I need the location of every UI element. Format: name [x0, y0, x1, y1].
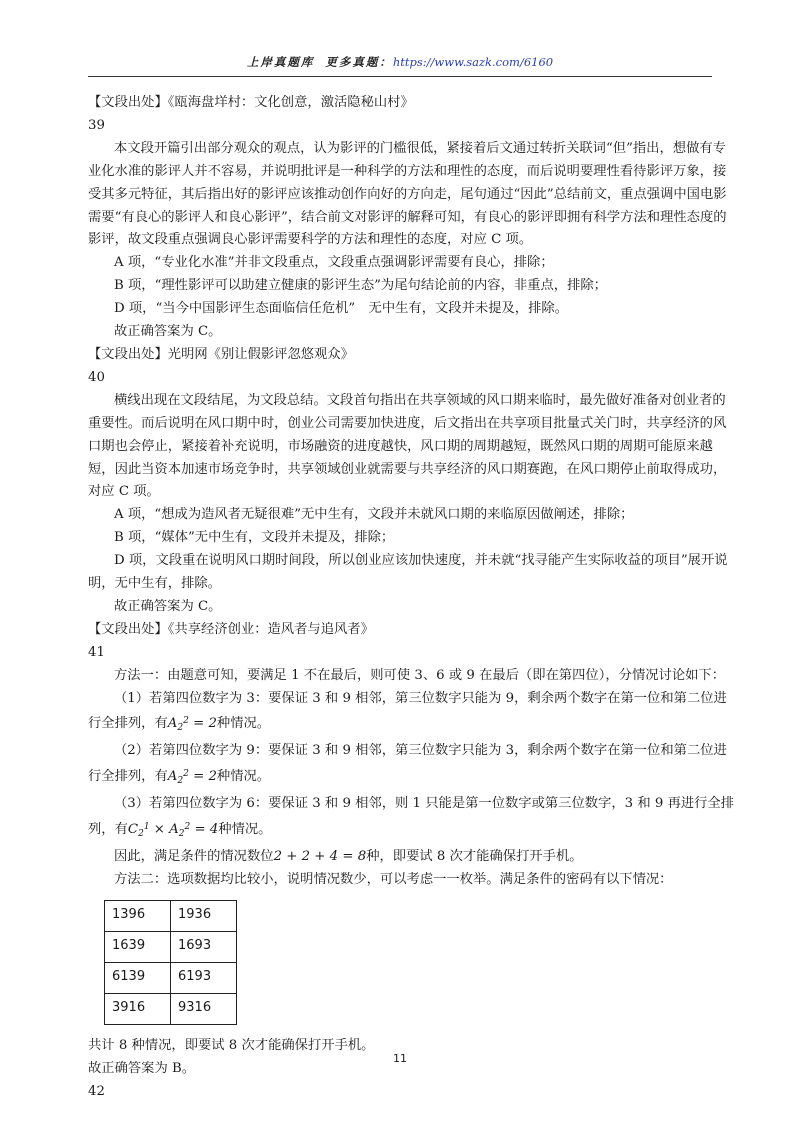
q39-option-d: D 项，“当今中国影评生态面临信任危机” 无中生有，文段并未提及，排除。 — [114, 301, 568, 317]
table-cell: 1396 — [105, 900, 171, 931]
table-cell: 1639 — [105, 931, 171, 962]
q40-option-b: B 项，“媒体”无中生有，文段并未提及，排除； — [114, 530, 395, 546]
q41-total: 共计 8 种情况，即要试 8 次才能确保打开手机。 — [88, 1037, 375, 1053]
table-row — [105, 993, 237, 1024]
q41-number: 41 — [88, 644, 105, 660]
q41-answer: 故正确答案为 B。 — [88, 1060, 196, 1076]
q41-method1-intro: 方法一：由题意可知，要满足 1 不在最后，则可使 3、6 或 9 在最后（即在第四位），分情况讨论如下： — [114, 667, 726, 683]
table-row — [105, 931, 237, 962]
table-row — [105, 900, 237, 931]
q39-option-b: B 项，“理性影评可以助建立健康的影评生态”为尾句结论前的内容，非重点，排除； — [114, 278, 607, 294]
q41-conclusion: 因此，满足条件的情况数位2 + 2 + 4 = 8种，即要试 8 次才能确保打开手机。 — [114, 849, 583, 864]
page-header — [88, 54, 712, 77]
q41-case2: （2）若第四位数字为 9：要保证 3 和 9 相邻，第三位数字只能为 3，剩余两个数字在第一位和第二位进行全排列，有$A_2^2 = 2$种情况。 — [88, 743, 727, 787]
header-url-link[interactable]: https://www.sazk.com/6160 — [392, 55, 554, 69]
document-body — [88, 92, 738, 1104]
page-number: 11 — [393, 1052, 407, 1065]
header-brand: 上岸真题库 — [246, 55, 315, 69]
table-cell: 1693 — [171, 931, 237, 962]
table-cell: 6139 — [105, 962, 171, 993]
table-cell: 9316 — [171, 993, 237, 1024]
q40-number: 40 — [88, 369, 105, 385]
q39-answer: 故正确答案为 C。 — [114, 324, 222, 340]
q39-option-a: A 项，“专业化水准”并非文段重点，文段重点强调影评需要有良心，排除； — [114, 255, 554, 271]
header-more-label: 更多真题： — [325, 55, 393, 69]
q38-source: 【文段出处】《瓯海盘垟村：文化创意，激活隐秘山村》 — [88, 95, 414, 110]
q41-case1: （1）若第四位数字为 3：要保证 3 和 9 相邻，第三位数字只能为 9，剩余两个数字在第一位和第二位进行全排列，有$A_2^2 = 2$种情况。 — [88, 690, 727, 734]
table-cell: 1936 — [171, 900, 237, 931]
password-table — [104, 900, 237, 1025]
q39-number: 39 — [88, 117, 105, 133]
q39-analysis: 本文段开篇引出部分观众的观点，认为影评的门槛很低，紧接着后文通过转折关联词“但”指出，想做有专业化水准的影评人并不容易，并说明批评是一种科学的方法和理性的态度，而后说明要理性看待影评万象，接受其多元特征，其后指出好的影评应该推动创作向好的方向走，尾句通过“因此”总结前文，重点强调中国电影需要“有良心的影评人和良心影评”，结合前文对影评的解释可知，有良心的影评即拥有科学方法和理性态度的影评，故文段重点强调良心影评需要科学的方法和理性的态度，对应 C 项。 — [88, 140, 727, 248]
q40-option-d: D 项，文段重在说明风口期时间段，所以创业应该加快速度，并未就“找寻能产生实际收益的项目”展开说明，无中生有，排除。 — [88, 553, 728, 592]
table-cell: 3916 — [105, 993, 171, 1024]
q40-source: 【文段出处】《共享经济创业：造风者与追风者》 — [88, 621, 374, 637]
table-row — [105, 962, 237, 993]
q40-option-a: A 项，“想成为造风者无疑很难”无中生有，文段并未就风口期的来临原因做阐述，排除； — [114, 507, 634, 523]
table-cell: 6193 — [171, 962, 237, 993]
q42-number: 42 — [88, 1083, 105, 1099]
q41-case3: （3）若第四位数字为 6：要保证 3 和 9 相邻，则 1 只能是第一位数字或第三位数字，3 和 9 再进行全排列，有$C_2^1 \times A_2^2 = 4$种情况。 — [88, 796, 735, 840]
q41-method2-intro: 方法二：选项数据均比较小，说明情况数少，可以考虑一一枚举。满足条件的密码有以下情况： — [114, 871, 673, 887]
q39-source: 【文段出处】光明网《别让假影评忽悠观众》 — [88, 346, 354, 362]
q40-answer: 故正确答案为 C。 — [114, 598, 222, 614]
q40-analysis: 横线出现在文段结尾，为文段总结。文段首句指出在共享领域的风口期来临时，最先做好准备对创业者的重要性。而后说明在风口期中时，创业公司需要加快进度，后文指出在共享项目批量式关门时，共享经济的风口期也会停止，紧接着补充说明，市场融资的进度越快，风口期的周期越短，既然风口期的周期可能原来越短，因此当资本加速市场竞争时，共享领域创业就需要与共享经济的风口期赛跑，在风口期停止前取得成功，对应 C 项。 — [88, 392, 727, 500]
